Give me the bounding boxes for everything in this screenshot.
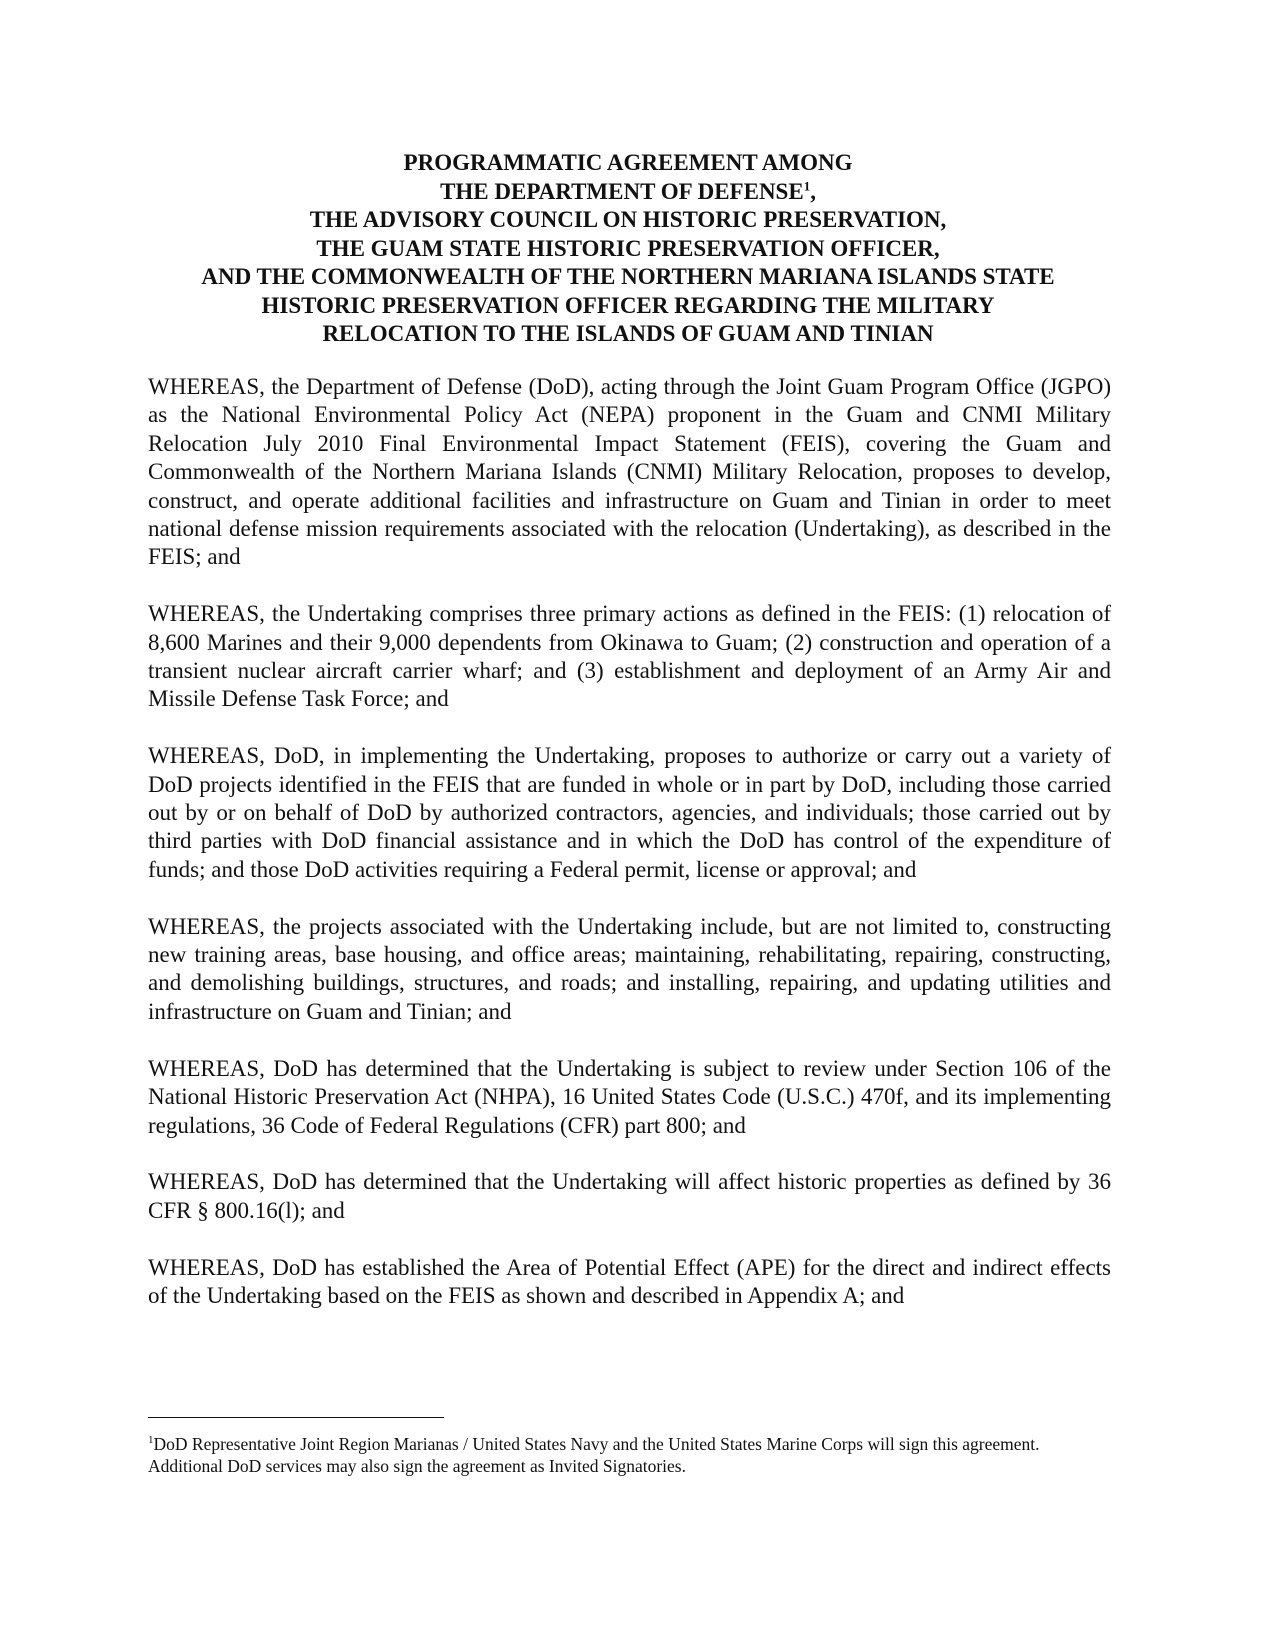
title-line-1: PROGRAMMATIC AGREEMENT AMONG — [403, 150, 853, 175]
whereas-paragraph-5: WHEREAS, DoD has determined that the Undertaking is subject to review under Section 106 of the National Historic Preservation Act (NHPA), 16 United States Code (U.S.C.) 470f, and its implementing regulations, 36 Code of Federal Regulations (CFR) part 800; and — [148, 1055, 1111, 1138]
agreement-title — [148, 149, 1108, 349]
whereas-paragraph-7: WHEREAS, DoD has established the Area of Potential Effect (APE) for the direct and indirect effects of the Undertaking based on the FEIS as shown and described in Appendix A; and — [148, 1254, 1111, 1308]
footnote-text: DoD Representative Joint Region Marianas / United States Navy and the United States Marine Corps will sign this agreement. Additional DoD services may also sign the agreement as Invited Signatories. — [148, 1434, 1040, 1476]
title-line-5: AND THE COMMONWEALTH OF THE NORTHERN MARIANA ISLANDS STATE — [201, 264, 1055, 289]
title-line-3: THE ADVISORY COUNCIL ON HISTORIC PRESERVATION, — [309, 207, 947, 232]
title-line-4: THE GUAM STATE HISTORIC PRESERVATION OFFICER, — [316, 235, 940, 261]
title-line-2-suffix: , — [810, 178, 816, 204]
footnote-reference[interactable]: 1 — [803, 177, 811, 193]
footnote-separator — [148, 1417, 444, 1418]
footnote-marker: 1 — [148, 1434, 154, 1447]
title-line-2-text: THE DEPARTMENT OF DEFENSE — [440, 178, 804, 204]
title-line-2 — [148, 178, 1108, 207]
title-line-7: RELOCATION TO THE ISLANDS OF GUAM AND TINIAN — [322, 321, 934, 346]
title-line-6: HISTORIC PRESERVATION OFFICER REGARDING THE MILITARY — [261, 292, 995, 318]
footnote — [148, 1433, 1111, 1477]
recitals-body — [148, 373, 1111, 1339]
whereas-paragraph-3: WHEREAS, DoD, in implementing the Undertaking, proposes to authorize or carry out a variety of DoD projects identified in the FEIS that are funded in whole or in part by DoD, including those carried out by or on behalf of DoD by authorized contractors, agencies, and individuals; those carried out by third parties with DoD financial assistance and in which the DoD has control of the expenditure of funds; and those DoD activities requiring a Federal permit, license or approval; and — [148, 743, 1111, 882]
whereas-paragraph-2: WHEREAS, the Undertaking comprises three primary actions as defined in the FEIS: (1) relocation of 8,600 Marines and their 9,000 dependents from Okinawa to Guam; (2) construction and operation of a transient nuclear aircraft carrier wharf; and (3) establishment and deployment of an Army Air and Missile Defense Task Force; and — [148, 601, 1111, 712]
whereas-paragraph-4: WHEREAS, the projects associated with the Undertaking include, but are not limited to, constructing new training areas, base housing, and office areas; maintaining, rehabilitating, repairing, constructing, and demolishing buildings, structures, and roads; and installing, repairing, and updating utilities and infrastructure on Guam and Tinian; and — [148, 913, 1111, 1024]
whereas-paragraph-1: WHEREAS, the Department of Defense (DoD), acting through the Joint Guam Program Office (JGPO) as the National Environmental Policy Act (NEPA) proponent in the Guam and CNMI Military Relocation July 2010 Final Environmental Impact Statement (FEIS), covering the Guam and Commonwealth of the Northern Mariana Islands (CNMI) Military Relocation, proposes to develop, construct, and operate additional facilities and infrastructure on Guam and Tinian in order to meet national defense mission requirements associated with the relocation (Undertaking), as described in the FEIS; and — [148, 374, 1111, 570]
whereas-paragraph-6: WHEREAS, DoD has determined that the Undertaking will affect historic properties as defined by 36 CFR § 800.16(l); and — [148, 1169, 1111, 1223]
